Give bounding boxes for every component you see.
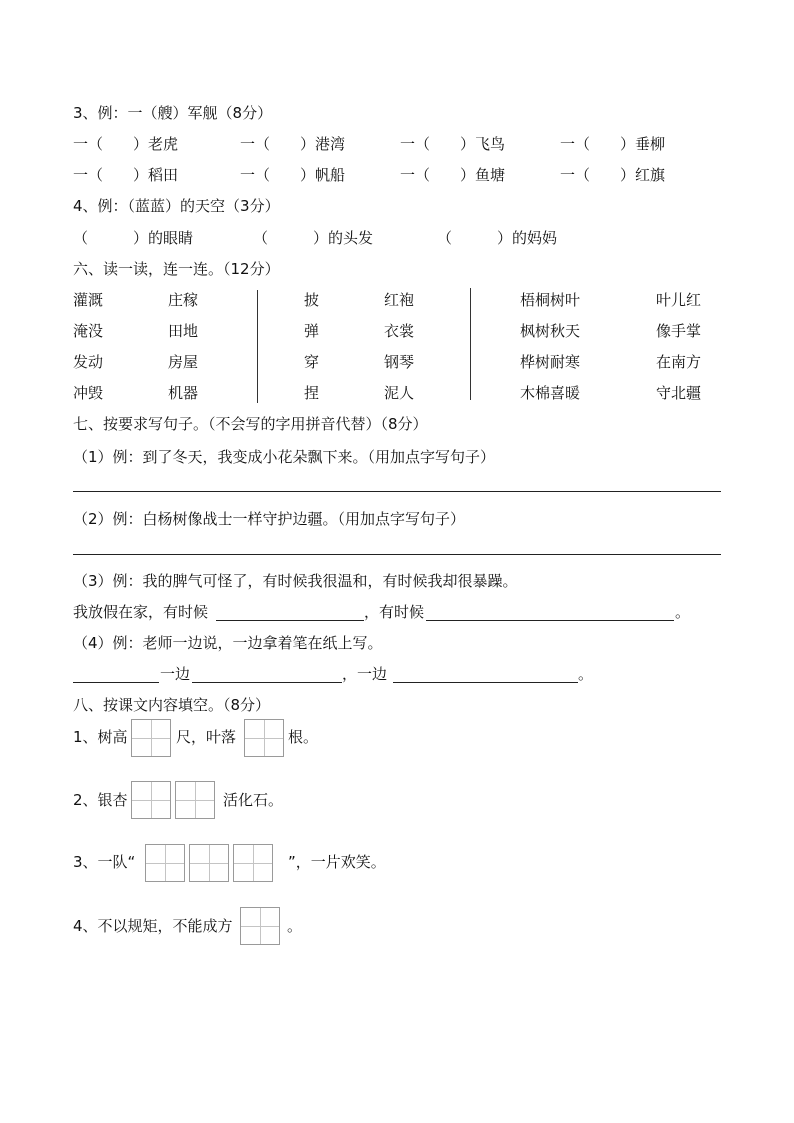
fill-1-prefix: 1、树高 bbox=[73, 728, 128, 746]
writing-grid[interactable] bbox=[131, 781, 215, 819]
writing-grid[interactable] bbox=[240, 907, 280, 945]
sec8-title: 八、按课文内容填空。（8分） bbox=[73, 696, 271, 714]
q3-title: 3、例：一（艘）军舰（8分） bbox=[73, 104, 273, 122]
blank-ex3-1[interactable] bbox=[216, 620, 364, 621]
match-word: 庄稼 bbox=[168, 291, 199, 309]
sec6-title: 六、读一读，连一连。（12分） bbox=[73, 260, 280, 278]
sec7-ex4-b: ，一边 bbox=[342, 665, 388, 683]
fill-1-end: 根。 bbox=[288, 728, 319, 746]
q3-item-7: 一（ ）鱼塘 bbox=[400, 166, 506, 184]
sec7-example-2: （2）例：白杨树像战士一样守护边疆。（用加点字写句子） bbox=[73, 510, 466, 528]
q3-item-1: 一（ ）老虎 bbox=[73, 135, 179, 153]
sec7-example-3: （3）例：我的脾气可怪了，有时候我很温和，有时候我却很暴躁。 bbox=[73, 572, 518, 590]
match-word: 发动 bbox=[73, 353, 104, 371]
q3-item-8: 一（ ）红旗 bbox=[560, 166, 666, 184]
grid-cell[interactable] bbox=[145, 844, 185, 882]
blank-ex3-2[interactable] bbox=[426, 620, 674, 621]
q4-item-1: （ ）的眼睛 bbox=[73, 229, 194, 247]
sec7-ex3-middle: ，有时候 bbox=[364, 603, 425, 621]
grid-cell[interactable] bbox=[240, 907, 280, 945]
fill-1-middle: 尺，叶落 bbox=[176, 728, 237, 746]
answer-line-2[interactable] bbox=[73, 554, 721, 555]
grid-cell[interactable] bbox=[175, 781, 215, 819]
sec7-ex3-end: 。 bbox=[675, 603, 691, 621]
q4-item-3: （ ）的妈妈 bbox=[437, 229, 558, 247]
sec7-ex4-end: 。 bbox=[578, 665, 594, 683]
answer-line-1[interactable] bbox=[73, 491, 721, 492]
match-word: 披 bbox=[304, 291, 320, 309]
match-word: 在南方 bbox=[656, 353, 702, 371]
fill-2-prefix: 2、银杏 bbox=[73, 791, 128, 809]
match-word: 机器 bbox=[168, 384, 199, 402]
sec7-example-1: （1）例：到了冬天，我变成小花朵飘下来。（用加点字写句子） bbox=[73, 448, 496, 466]
match-word: 灌溉 bbox=[73, 291, 104, 309]
match-word: 像手掌 bbox=[656, 322, 702, 340]
fill-4-prefix: 4、不以规矩，不能成方 bbox=[73, 917, 233, 935]
sec7-title: 七、按要求写句子。（不会写的字用拼音代替）（8分） bbox=[73, 415, 428, 433]
match-word: 桦树耐寒 bbox=[520, 353, 581, 371]
match-word: 弹 bbox=[304, 322, 320, 340]
match-word: 淹没 bbox=[73, 322, 104, 340]
match-word: 守北疆 bbox=[656, 384, 702, 402]
writing-grid[interactable] bbox=[145, 844, 273, 882]
blank-ex4-3[interactable] bbox=[393, 682, 578, 683]
grid-cell[interactable] bbox=[131, 719, 171, 757]
match-word: 田地 bbox=[168, 322, 199, 340]
q4-item-2: （ ）的头发 bbox=[253, 229, 374, 247]
q3-item-4: 一（ ）垂柳 bbox=[560, 135, 666, 153]
match-word: 梧桐树叶 bbox=[520, 291, 581, 309]
match-word: 捏 bbox=[304, 384, 320, 402]
q3-item-6: 一（ ）帆船 bbox=[240, 166, 346, 184]
sec7-example-4: （4）例：老师一边说，一边拿着笔在纸上写。 bbox=[73, 634, 383, 652]
grid-cell[interactable] bbox=[233, 844, 273, 882]
fill-2-end: 活化石。 bbox=[223, 791, 284, 809]
group-divider bbox=[470, 288, 471, 400]
sec7-ex3-prefix: 我放假在家，有时候 bbox=[73, 603, 209, 621]
match-word: 衣裳 bbox=[384, 322, 415, 340]
fill-3-prefix: 3、一队“ bbox=[73, 853, 136, 871]
grid-cell[interactable] bbox=[131, 781, 171, 819]
blank-ex4-2[interactable] bbox=[192, 682, 342, 683]
fill-4-end: 。 bbox=[287, 917, 303, 935]
q3-item-2: 一（ ）港湾 bbox=[240, 135, 346, 153]
match-word: 穿 bbox=[304, 353, 320, 371]
match-word: 木棉喜暖 bbox=[520, 384, 581, 402]
match-word: 红袍 bbox=[384, 291, 415, 309]
writing-grid[interactable] bbox=[131, 719, 171, 757]
fill-3-end: ”，一片欢笑。 bbox=[288, 853, 386, 871]
blank-ex4-1[interactable] bbox=[73, 682, 159, 683]
grid-cell[interactable] bbox=[189, 844, 229, 882]
q4-title: 4、例：（蓝蓝）的天空（3分） bbox=[73, 197, 280, 215]
match-word: 钢琴 bbox=[384, 353, 415, 371]
q3-item-3: 一（ ）飞鸟 bbox=[400, 135, 506, 153]
match-word: 叶儿红 bbox=[656, 291, 702, 309]
sec7-ex4-a: 一边 bbox=[160, 665, 191, 683]
match-word: 房屋 bbox=[168, 353, 199, 371]
group-divider bbox=[257, 290, 258, 403]
match-word: 泥人 bbox=[384, 384, 415, 402]
match-word: 冲毁 bbox=[73, 384, 104, 402]
writing-grid[interactable] bbox=[244, 719, 284, 757]
q3-item-5: 一（ ）稻田 bbox=[73, 166, 179, 184]
grid-cell[interactable] bbox=[244, 719, 284, 757]
match-word: 枫树秋天 bbox=[520, 322, 581, 340]
